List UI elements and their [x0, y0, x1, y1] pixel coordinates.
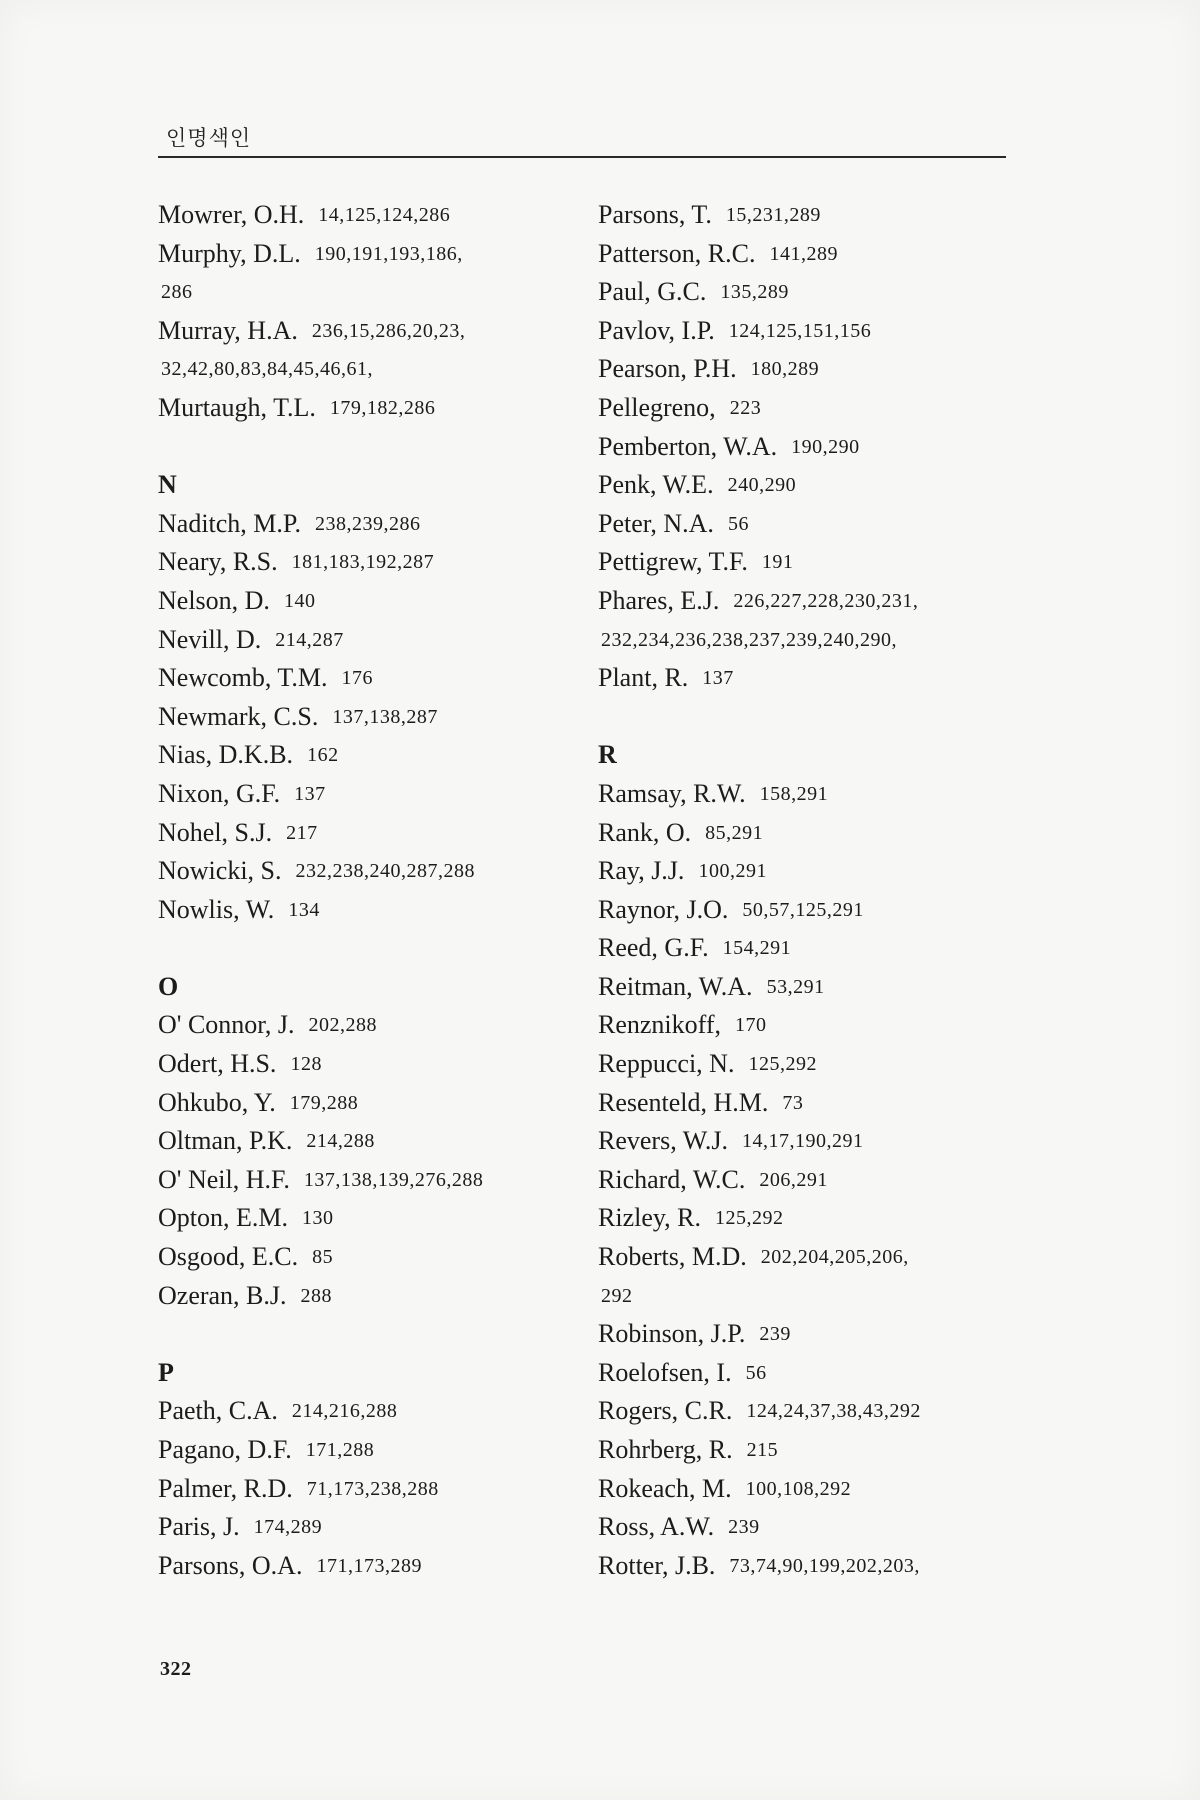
entry-name: Parsons, O.A.: [158, 1550, 303, 1580]
index-entry: [598, 1431, 1028, 1470]
entry-pages: 202,204,205,206,: [760, 1246, 909, 1269]
entry-name: Penk, W.E.: [598, 470, 714, 500]
entry-pages: 140: [283, 589, 316, 612]
entry-pages: 100,108,292: [745, 1477, 852, 1500]
entry-name: Osgood, E.C.: [158, 1242, 299, 1272]
entry-name: Mowrer, O.H.: [158, 200, 305, 229]
entry-pages: 56: [745, 1361, 767, 1384]
index-entry: [158, 1431, 588, 1470]
index-entry: [158, 1547, 588, 1586]
entry-pages: 124,125,151,156: [728, 319, 872, 342]
left-index-column: [158, 196, 588, 1585]
running-head: 인명색인: [166, 126, 252, 150]
index-entry: [158, 312, 588, 351]
entry-pages: 206,291: [759, 1168, 828, 1191]
entry-pages: 73: [782, 1091, 804, 1114]
index-entry: [158, 736, 588, 775]
index-entry: [598, 466, 1028, 505]
entry-pages: 202,288: [308, 1014, 378, 1037]
entry-pages: 71,173,238,288: [306, 1477, 439, 1500]
index-entry: [598, 1122, 1028, 1161]
blank-line: [158, 1315, 588, 1354]
entry-name: Nevill, D.: [158, 624, 262, 654]
entry-pages: 214,288: [306, 1130, 375, 1153]
index-entry: [158, 775, 588, 814]
index-entry: [158, 389, 588, 428]
entry-pages: 85,291: [705, 821, 764, 844]
index-entry: [598, 428, 1028, 467]
entry-name: Murphy, D.L.: [158, 238, 301, 268]
entry-name: Ohkubo, Y.: [158, 1087, 276, 1117]
entry-pages: 134: [288, 898, 320, 921]
index-entry: [158, 505, 588, 544]
right-index-column: [598, 196, 1028, 1585]
index-entry: [158, 1508, 588, 1547]
index-entry: [598, 1547, 1028, 1586]
entry-name: Plant, R.: [598, 663, 689, 693]
entry-name: Opton, E.M.: [158, 1203, 288, 1233]
index-entry: [598, 312, 1028, 351]
entry-name: Roelofsen, I.: [598, 1357, 732, 1387]
entry-name: Pagano, D.F.: [158, 1435, 292, 1464]
entry-pages: 232,238,240,287,288: [295, 860, 475, 883]
entry-name: Palmer, R.D.: [158, 1473, 293, 1503]
entry-pages: 215: [746, 1439, 779, 1461]
entry-name: Rogers, C.R.: [598, 1396, 733, 1426]
index-entry-continuation: [158, 273, 588, 312]
entry-name: Rizley, R.: [598, 1203, 702, 1233]
entry-pages: 286: [161, 281, 193, 304]
entry-name: Renznikoff,: [598, 1010, 721, 1040]
entry-name: Nohel, S.J.: [158, 817, 273, 847]
entry-name: Rohrberg, R.: [598, 1435, 733, 1464]
entry-pages: 100,291: [698, 860, 767, 883]
index-entry: [158, 582, 588, 621]
entry-pages: 232,234,236,238,237,239,240,290,: [601, 628, 897, 651]
entry-name: Paul, G.C.: [598, 277, 707, 307]
entry-name: Paris, J.: [158, 1512, 240, 1542]
entry-name: Pettigrew, T.F.: [598, 547, 748, 577]
index-entry: [598, 235, 1028, 274]
entry-pages: 190,191,193,186,: [314, 242, 463, 265]
entry-name: Reitman, W.A.: [598, 971, 753, 1001]
entry-pages: 176: [341, 667, 373, 690]
index-entry: [598, 929, 1028, 968]
index-entry: [598, 968, 1028, 1007]
index-entry: [158, 659, 588, 698]
entry-name: Reppucci, N.: [598, 1049, 735, 1079]
entry-name: Nowicki, S.: [158, 856, 282, 886]
entry-pages: 15,231,289: [725, 204, 821, 226]
entry-name: Pemberton, W.A.: [598, 431, 778, 461]
index-entry: [598, 659, 1028, 698]
entry-pages: 53,291: [766, 975, 825, 998]
entry-name: Peter, N.A.: [598, 508, 714, 538]
entry-pages: 180,289: [750, 358, 820, 381]
entry-pages: 32,42,80,83,84,45,46,61,: [161, 358, 373, 381]
entry-pages: 179,288: [289, 1091, 359, 1114]
index-entry: [598, 1315, 1028, 1354]
blank-line: [598, 698, 1028, 737]
entry-name: Pavlov, I.P.: [598, 315, 715, 345]
entry-pages: 56: [727, 512, 749, 535]
index-entry: [598, 891, 1028, 930]
entry-pages: 239: [759, 1323, 791, 1346]
entry-pages: 171,173,289: [316, 1554, 422, 1577]
page-number: 322: [160, 1658, 192, 1680]
entry-name: Ross, A.W.: [598, 1512, 715, 1542]
index-entry: [158, 1161, 588, 1200]
entry-pages: 179,182,286: [329, 396, 436, 419]
entry-pages: 214,287: [275, 628, 344, 651]
entry-name: Odert, H.S.: [158, 1049, 277, 1079]
entry-name: Parsons, T.: [598, 200, 712, 229]
header-rule: [158, 156, 1006, 158]
entry-pages: 171,288: [305, 1439, 375, 1461]
index-entry: [158, 698, 588, 737]
entry-name: Newcomb, T.M.: [158, 663, 328, 693]
entry-pages: 128: [290, 1053, 322, 1076]
entry-pages: 238,239,286: [315, 512, 421, 535]
entry-name: Pearson, P.H.: [598, 354, 737, 384]
index-entry: [598, 543, 1028, 582]
entry-name: Richard, W.C.: [598, 1164, 746, 1194]
entry-name: Resenteld, H.M.: [598, 1087, 769, 1117]
entry-name: Nelson, D.: [158, 585, 270, 615]
entry-pages: 137: [702, 667, 734, 690]
entry-pages: 239: [728, 1516, 760, 1539]
entry-name: Rokeach, M.: [598, 1473, 732, 1503]
index-entry: [158, 621, 588, 660]
entry-pages: 191: [761, 551, 794, 574]
entry-pages: 137,138,287: [332, 705, 438, 728]
entry-pages: 190,290: [791, 435, 860, 458]
entry-pages: 137,138,139,276,288: [303, 1168, 484, 1191]
entry-pages: 135,289: [720, 281, 789, 304]
entry-name: Phares, E.J.: [598, 585, 720, 615]
entry-pages: 288: [300, 1284, 333, 1307]
entry-name: O' Connor, J.: [158, 1010, 295, 1040]
index-entry: [598, 775, 1028, 814]
entry-name: Pellegreno,: [598, 392, 716, 422]
entry-pages: 170: [735, 1014, 767, 1037]
entry-pages: 14,125,124,286: [318, 204, 451, 226]
entry-name: Murtaugh, T.L.: [158, 392, 316, 422]
section-letter: N: [158, 470, 177, 500]
index-entry: [598, 814, 1028, 853]
index-entry: [158, 1277, 588, 1316]
entry-name: Rotter, J.B.: [598, 1550, 716, 1580]
index-entry: [598, 1354, 1028, 1393]
entry-pages: 181,183,192,287: [291, 551, 435, 574]
entry-name: Roberts, M.D.: [598, 1242, 747, 1272]
entry-pages: 217: [286, 821, 318, 844]
entry-pages: 73,74,90,199,202,203,: [729, 1554, 920, 1577]
index-entry-continuation: [158, 350, 588, 389]
section-letter: R: [598, 740, 617, 770]
entry-name: Ozeran, B.J.: [158, 1280, 287, 1310]
entry-pages: 236,15,286,20,23,: [311, 319, 466, 342]
entry-name: Nixon, G.F.: [158, 778, 281, 808]
section-letter: O: [158, 971, 179, 1001]
entry-pages: 240,290: [727, 474, 797, 497]
index-entry: [158, 1006, 588, 1045]
entry-name: Revers, W.J.: [598, 1126, 728, 1156]
index-entry: [598, 1238, 1028, 1277]
index-entry: [598, 505, 1028, 544]
entry-pages: 50,57,125,291: [742, 898, 864, 921]
index-entry: [598, 273, 1028, 312]
entry-pages: 223: [729, 396, 762, 419]
entry-name: Rank, O.: [598, 817, 692, 847]
entry-pages: 214,216,288: [291, 1400, 398, 1423]
index-entry-continuation: [598, 621, 1028, 660]
entry-name: Robinson, J.P.: [598, 1319, 746, 1349]
entry-name: Murray, H.A.: [158, 315, 298, 345]
entry-pages: 154,291: [722, 937, 792, 960]
index-entry: [158, 1199, 588, 1238]
index-entry: [598, 1084, 1028, 1123]
index-entry: [158, 852, 588, 891]
entry-name: Neary, R.S.: [158, 547, 278, 577]
index-entry: [158, 196, 588, 235]
entry-pages: 130: [302, 1207, 334, 1230]
index-entry: [158, 891, 588, 930]
entry-name: Naditch, M.P.: [158, 508, 301, 538]
index-entry: [598, 1161, 1028, 1200]
index-entry: [598, 582, 1028, 621]
entry-name: Patterson, R.C.: [598, 238, 756, 268]
entry-name: Ramsay, R.W.: [598, 778, 746, 808]
entry-pages: 292: [601, 1284, 633, 1307]
index-entry: [158, 1122, 588, 1161]
entry-pages: 137: [294, 782, 326, 805]
index-entry: [598, 1045, 1028, 1084]
section-letter: P: [158, 1357, 174, 1387]
index-entry-continuation: [598, 1277, 1028, 1316]
blank-line: [158, 929, 588, 968]
index-entry: [158, 1392, 588, 1431]
entry-name: Raynor, J.O.: [598, 894, 729, 924]
index-entry: [158, 543, 588, 582]
entry-pages: 124,24,37,38,43,292: [746, 1400, 921, 1423]
index-entry: [158, 1045, 588, 1084]
entry-pages: 158,291: [759, 782, 829, 805]
index-entry: [598, 196, 1028, 235]
entry-pages: 141,289: [769, 242, 838, 265]
index-entry: [598, 1470, 1028, 1509]
index-entry: [158, 1470, 588, 1509]
entry-pages: 85: [312, 1246, 334, 1269]
entry-pages: 14,17,190,291: [742, 1130, 864, 1153]
index-entry: [158, 1084, 588, 1123]
entry-name: Nias, D.K.B.: [158, 740, 294, 770]
index-entry: [598, 1508, 1028, 1547]
entry-name: Nowlis, W.: [158, 894, 275, 924]
entry-name: Oltman, P.K.: [158, 1126, 293, 1156]
index-entry: [158, 1238, 588, 1277]
index-entry: [598, 852, 1028, 891]
entry-name: Ray, J.J.: [598, 856, 685, 886]
index-entry: [598, 1006, 1028, 1045]
entry-pages: 162: [307, 744, 339, 767]
entry-name: Reed, G.F.: [598, 933, 709, 963]
entry-name: O' Neil, H.F.: [158, 1164, 290, 1194]
entry-name: Newmark, C.S.: [158, 701, 319, 731]
entry-pages: 226,227,228,230,231,: [733, 589, 919, 612]
entry-pages: 125,292: [715, 1207, 784, 1230]
index-entry: [598, 1392, 1028, 1431]
blank-line: [158, 428, 588, 467]
index-entry: [158, 235, 588, 274]
entry-pages: 174,289: [253, 1516, 323, 1539]
index-entry: [158, 814, 588, 853]
index-entry: [598, 350, 1028, 389]
index-entry: [598, 1199, 1028, 1238]
index-entry: [598, 389, 1028, 428]
entry-name: Paeth, C.A.: [158, 1396, 278, 1426]
entry-pages: 125,292: [748, 1053, 817, 1076]
